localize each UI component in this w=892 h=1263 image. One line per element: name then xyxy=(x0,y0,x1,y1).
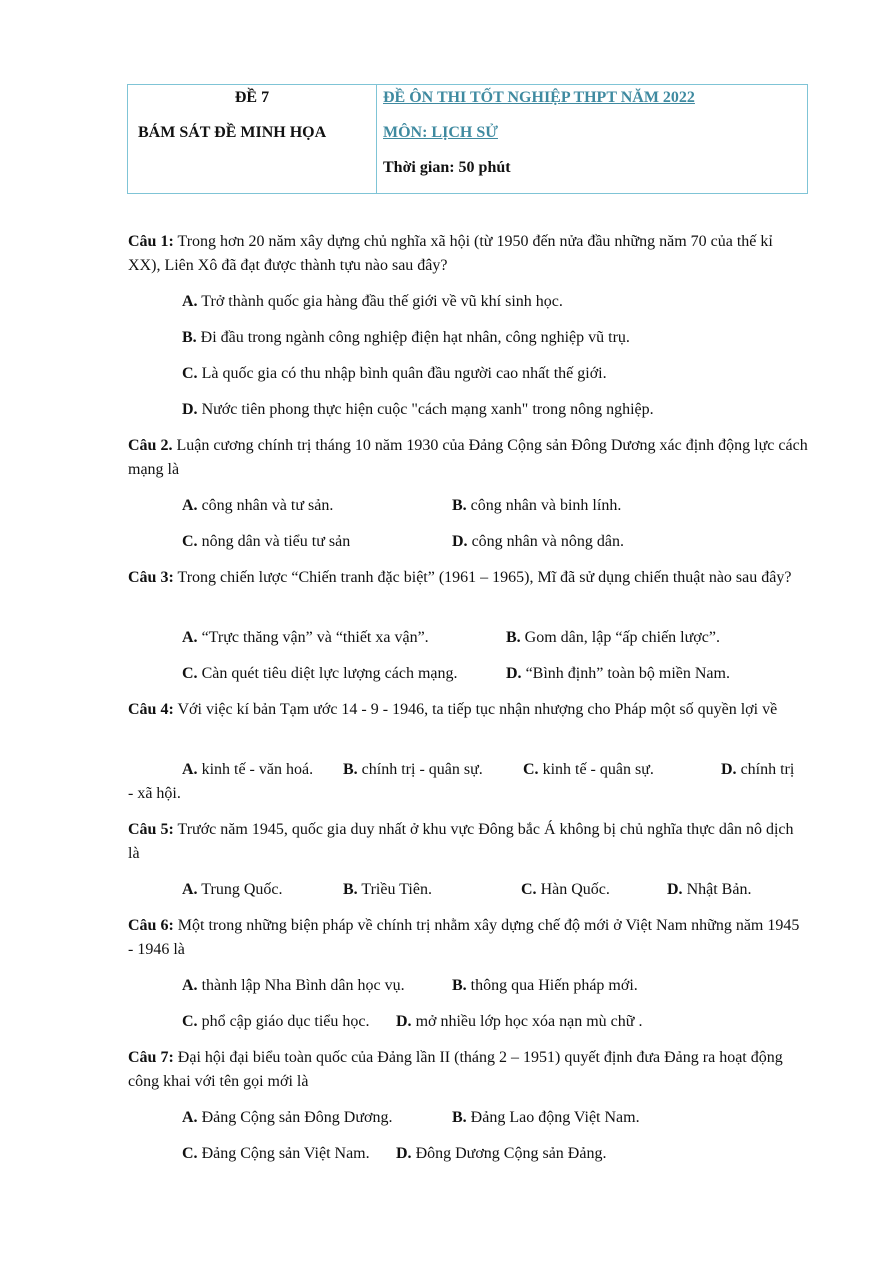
question-4 xyxy=(128,698,808,722)
question-text: Luận cương chính trị tháng 10 năm 1930 của Đảng Cộng sản Đông Dương xác định động lực cách mạng là xyxy=(128,437,808,478)
question-3 xyxy=(128,566,808,590)
q7-option-c: C. Đảng Cộng sản Việt Nam. xyxy=(182,1145,370,1162)
question-6 xyxy=(128,914,808,962)
q2-option-d: D. công nhân và nông dân. xyxy=(452,533,624,550)
q4-option-d: D. chính trị xyxy=(721,761,795,778)
header-left-cell xyxy=(128,85,377,193)
question-1 xyxy=(128,230,808,278)
question-number: Câu 5: xyxy=(128,821,174,838)
question-number: Câu 6: xyxy=(128,917,174,934)
q6-option-a: A. thành lập Nha Bình dân học vụ. xyxy=(182,977,405,994)
question-2 xyxy=(128,434,808,482)
question-7 xyxy=(128,1046,808,1094)
q2-option-c: C. nông dân và tiểu tư sản xyxy=(182,533,351,550)
question-5 xyxy=(128,818,808,866)
question-text: Trong hơn 20 năm xây dựng chủ nghĩa xã hội (từ 1950 đến nửa đầu những năm 70 của thế kỉ XX), Liên Xô đã đạt được thành tựu nào sau đây? xyxy=(128,233,773,274)
q1-option-c: C. Là quốc gia có thu nhập bình quân đầu người cao nhất thế giới. xyxy=(182,365,607,382)
q7-option-a: A. Đảng Cộng sản Đông Dương. xyxy=(182,1109,393,1126)
question-text: Đại hội đại biểu toàn quốc của Đảng lần II (tháng 2 – 1951) quyết định đưa Đảng ra hoạt động công khai với tên gọi mới là xyxy=(128,1049,783,1090)
q2-option-b: B. công nhân và binh lính. xyxy=(452,497,622,514)
q5-option-d: D. Nhật Bản. xyxy=(667,881,752,898)
q4-option-a: A. kinh tế - văn hoá. xyxy=(182,761,314,778)
exam-title: ĐỀ ÔN THI TỐT NGHIỆP THPT NĂM 2022 xyxy=(383,89,695,106)
q5-option-b: B. Triều Tiên. xyxy=(343,881,432,898)
q6-option-d: D. mở nhiều lớp học xóa nạn mù chữ . xyxy=(396,1013,643,1030)
question-number: Câu 7: xyxy=(128,1049,174,1066)
question-number: Câu 2. xyxy=(128,437,173,454)
exam-subtitle: BÁM SÁT ĐỀ MINH HỌA xyxy=(138,124,327,141)
question-text: Với việc kí bản Tạm ước 14 - 9 - 1946, ta tiếp tục nhận nhượng cho Pháp một số quyền lợi về xyxy=(173,701,778,718)
exam-subject: MÔN: LỊCH SỬ xyxy=(383,124,498,141)
question-text: Trong chiến lược “Chiến tranh đặc biệt” (1961 – 1965), Mĩ đã sử dụng chiến thuật nào sau đây? xyxy=(173,569,792,586)
question-text: Trước năm 1945, quốc gia duy nhất ở khu vực Đông bắc Á không bị chủ nghĩa thực dân nô dịch là xyxy=(128,821,794,862)
q2-option-a: A. công nhân và tư sản. xyxy=(182,497,334,514)
exam-time: Thời gian: 50 phút xyxy=(383,159,511,176)
header-right-cell xyxy=(377,85,807,193)
q5-option-c: C. Hàn Quốc. xyxy=(521,881,610,898)
q4-option-c: C. kinh tế - quân sự. xyxy=(523,761,654,778)
q6-option-c: C. phổ cập giáo dục tiểu học. xyxy=(182,1013,370,1030)
exam-header-table xyxy=(127,84,808,194)
q3-option-c: C. Càn quét tiêu diệt lực lượng cách mạng. xyxy=(182,665,458,682)
q6-option-b: B. thông qua Hiến pháp mới. xyxy=(452,977,638,994)
q3-option-a: A. “Trực thăng vận” và “thiết xa vận”. xyxy=(182,629,429,646)
q3-option-b: B. Gom dân, lập “ấp chiến lược”. xyxy=(506,629,720,646)
q1-option-b: B. Đi đầu trong ngành công nghiệp điện hạt nhân, công nghiệp vũ trụ. xyxy=(182,329,630,346)
question-number: Câu 1: xyxy=(128,233,174,250)
exam-number: ĐỀ 7 xyxy=(234,89,270,106)
q3-option-d: D. “Bình định” toàn bộ miền Nam. xyxy=(506,665,730,682)
q7-option-d: D. Đông Dương Cộng sản Đảng. xyxy=(396,1145,607,1162)
q4-option-b: B. chính trị - quân sự. xyxy=(343,761,483,778)
question-text: Một trong những biện pháp về chính trị nhằm xây dựng chế độ mới ở Việt Nam những năm 1945 - 1946 là xyxy=(128,917,800,958)
q1-option-d: D. Nước tiên phong thực hiện cuộc "cách mạng xanh" trong nông nghiệp. xyxy=(182,401,654,418)
question-number: Câu 3: xyxy=(128,569,174,586)
q4-option-d-continuation: - xã hội. xyxy=(128,785,181,802)
q7-option-b: B. Đảng Lao động Việt Nam. xyxy=(452,1109,640,1126)
q1-option-a: A. Trở thành quốc gia hàng đầu thế giới về vũ khí sinh học. xyxy=(182,293,563,310)
q5-option-a: A. Trung Quốc. xyxy=(182,881,283,898)
question-number: Câu 4: xyxy=(128,701,174,718)
